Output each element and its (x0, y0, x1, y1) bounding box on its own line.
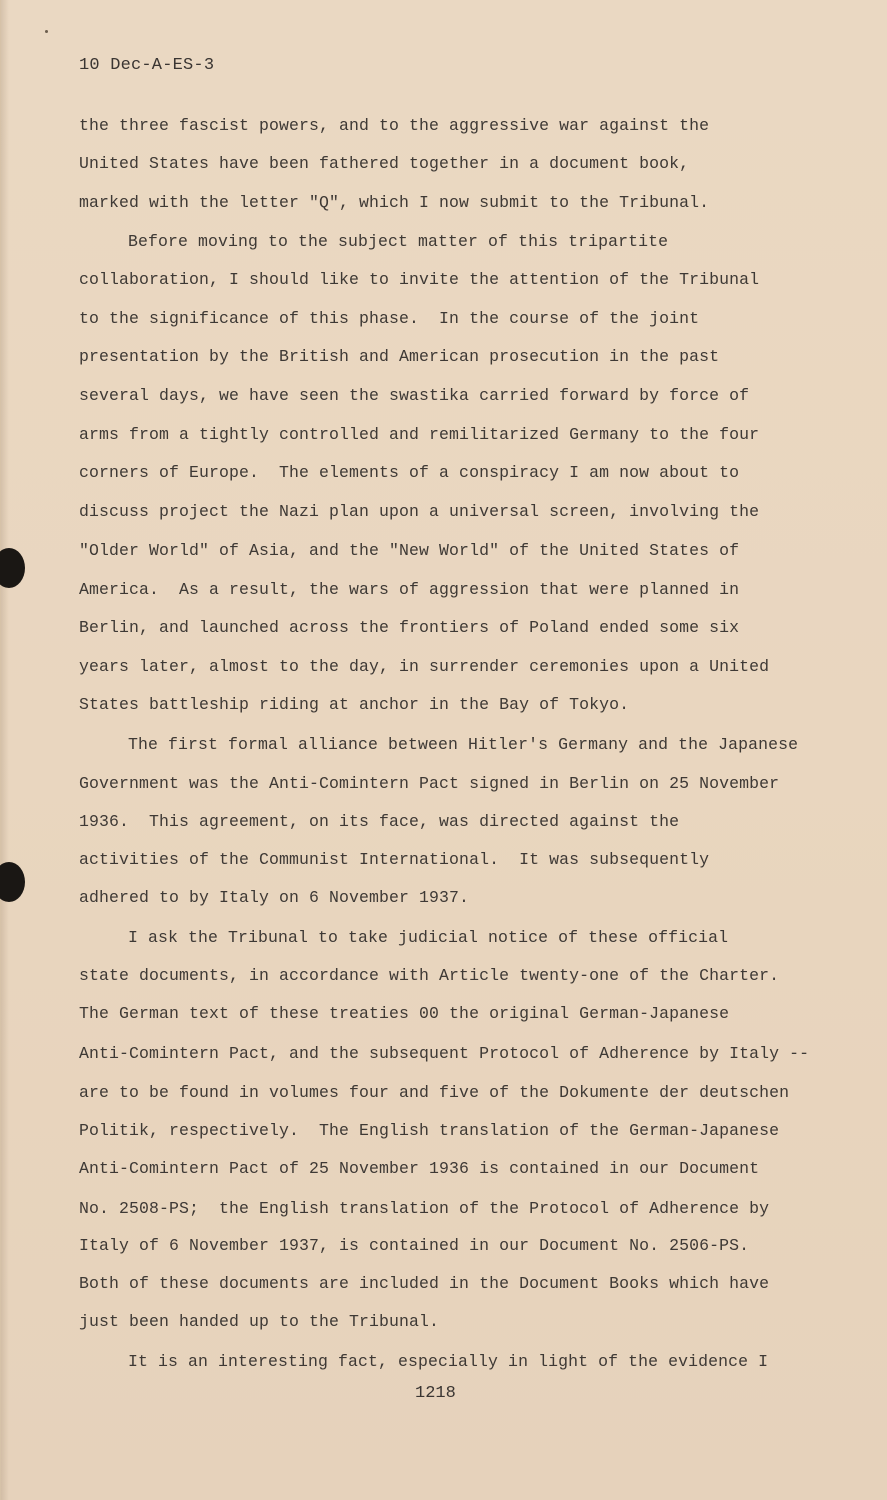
document-header: 10 Dec-A-ES-3 (79, 56, 215, 75)
page-number: 1218 (415, 1384, 456, 1403)
text-line-14: Berlin, and launched across the frontiers of Poland ended some six (79, 618, 740, 637)
text-line-20: activities of the Communist International. It was subsequently (79, 850, 710, 869)
text-line-19: 1936. This agreement, on its face, was directed against the (79, 812, 680, 831)
text-line-23: state documents, in accordance with Article twenty-one of the Charter. (79, 966, 780, 985)
page-edge-shadow (1, 0, 9, 1500)
text-line-8: several days, we have seen the swastika carried forward by force of (79, 386, 750, 405)
text-line-27: Politik, respectively. The English translation of the German-Japanese (79, 1121, 780, 1140)
binder-hole-top (0, 548, 25, 588)
text-line-22: I ask the Tribunal to take judicial notice of these official (128, 928, 729, 947)
binder-hole-bottom (0, 862, 25, 902)
text-line-17: The first formal alliance between Hitler's Germany and the Japanese (128, 735, 799, 754)
text-line-32: just been handed up to the Tribunal. (79, 1312, 440, 1331)
text-line-5: collaboration, I should like to invite the attention of the Tribunal (79, 270, 760, 289)
text-line-9: arms from a tightly controlled and remilitarized Germany to the four (79, 425, 760, 444)
text-line-24: The German text of these treaties 00 the original German-Japanese (79, 1004, 730, 1023)
text-line-31: Both of these documents are included in the Document Books which have (79, 1274, 770, 1293)
text-line-2: United States have been fathered together in a document book, (79, 154, 690, 173)
text-line-12: "Older World" of Asia, and the "New World" of the United States of (79, 541, 740, 560)
text-line-15: years later, almost to the day, in surrender ceremonies upon a United (79, 657, 770, 676)
text-line-29: No. 2508-PS; the English translation of the Protocol of Adherence by (79, 1199, 770, 1218)
text-line-26: are to be found in volumes four and five of the Dokumente der deutschen (79, 1083, 790, 1102)
text-line-16: States battleship riding at anchor in the Bay of Tokyo. (79, 695, 630, 714)
text-line-1: the three fascist powers, and to the aggressive war against the (79, 116, 710, 135)
text-line-3: marked with the letter "Q", which I now submit to the Tribunal. (79, 193, 710, 212)
text-line-18: Government was the Anti-Comintern Pact signed in Berlin on 25 November (79, 774, 780, 793)
paper-mark (45, 30, 48, 33)
text-line-25: Anti-Comintern Pact, and the subsequent Protocol of Adherence by Italy -- (79, 1044, 810, 1063)
text-line-6: to the significance of this phase. In the course of the joint (79, 309, 700, 328)
text-line-33: It is an interesting fact, especially in light of the evidence I (128, 1352, 769, 1371)
text-line-30: Italy of 6 November 1937, is contained in our Document No. 2506-PS. (79, 1236, 750, 1255)
text-line-4: Before moving to the subject matter of this tripartite (128, 232, 669, 251)
text-line-21: adhered to by Italy on 6 November 1937. (79, 888, 470, 907)
text-line-7: presentation by the British and American prosecution in the past (79, 347, 720, 366)
text-line-10: corners of Europe. The elements of a conspiracy I am now about to (79, 463, 740, 482)
text-line-11: discuss project the Nazi plan upon a universal screen, involving the (79, 502, 760, 521)
text-line-13: America. As a result, the wars of aggression that were planned in (79, 580, 740, 599)
text-line-28: Anti-Comintern Pact of 25 November 1936 is contained in our Document (79, 1159, 760, 1178)
